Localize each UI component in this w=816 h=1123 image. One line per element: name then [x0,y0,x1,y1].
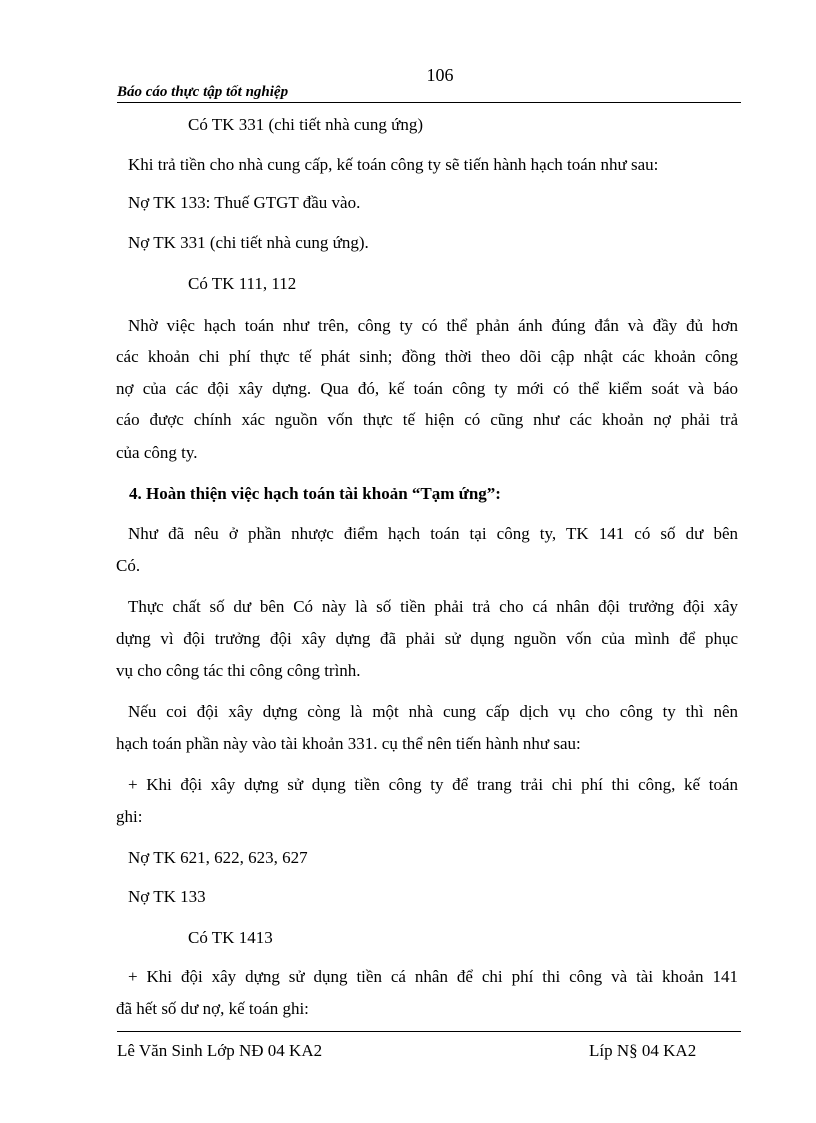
body-line-debit-331: Nợ TK 331 (chi tiết nhà cung ứng). [128,233,369,252]
paragraph-line: vụ cho công tác thi công công trình. [116,661,361,680]
page-number: 106 [426,65,454,85]
footer-class: Líp N§ 04 KA2 [589,1041,697,1060]
section-heading-wrapper [129,483,501,505]
paragraph-line: Thực chất số dư bên Có này là số tiền phải trả cho cá nhân đội trưởng đội xây [128,597,738,616]
paragraph-line: của công ty. [116,443,198,462]
body-line-credit-331: Có TK 331 (chi tiết nhà cung ứng) [188,115,424,134]
paragraph-line: nợ của các đội xây dựng. Qua đó, kế toán công ty mới có thể kiểm soát và báo [116,379,738,398]
paragraph-line: đã hết số dư nợ, kế toán ghi: [116,999,309,1018]
paragraph-line: Có. [116,556,141,575]
paragraph-line: ghi: [116,807,143,826]
paragraph-line: + Khi đội xây dựng sử dụng tiền cá nhân để chi phí thi công và tài khoản 141 [128,967,738,986]
footer-author: Lê Văn Sinh Lớp NĐ 04 KA2 [117,1041,323,1060]
paragraph-line: Nhờ việc hạch toán như trên, công ty có thể phản ánh đúng đắn và đầy đủ hơn [128,316,738,335]
paragraph-line: các khoản chi phí thực tế phát sinh; đồng thời theo dõi cập nhật các khoản công [116,347,738,366]
paragraph-line: + Khi đội xây dựng sử dụng tiền công ty để trang trải chi phí thi công, kế toán [128,775,738,794]
report-header-title: Báo cáo thực tập tốt nghiệp [117,84,289,100]
paragraph-line: cáo được chính xác nguồn vốn thực tế hiện có cũng như các khoản nợ phải trả [116,410,738,429]
section-heading: 4. Hoàn thiện việc hạch toán tài khoản “Tạm ứng”: [129,484,501,503]
paragraph-line: Như đã nêu ở phần nhược điểm hạch toán tại công ty, TK 141 có số dư bên [128,524,738,543]
paragraph-line: Nếu coi đội xây dựng còng là một nhà cung cấp dịch vụ cho công ty thì nên [128,702,738,721]
footer-divider [117,1031,741,1032]
body-line-debit-133: Nợ TK 133: Thuế GTGT đầu vào. [128,193,361,212]
body-line-credit-111-112: Có TK 111, 112 [188,274,297,293]
body-line-payment-intro: Khi trả tiền cho nhà cung cấp, kế toán công ty sẽ tiến hành hạch toán như sau: [128,155,659,174]
body-line-debit-133-b: Nợ TK 133 [128,887,206,906]
body-line-debit-621: Nợ TK 621, 622, 623, 627 [128,848,308,867]
body-line-credit-1413: Có TK 1413 [188,928,273,947]
paragraph-line: dựng vì đội trưởng đội xây dựng đã phải sử dụng nguồn vốn của mình để phục [116,629,738,648]
paragraph-line: hạch toán phần này vào tài khoản 331. cụ thể nên tiến hành như sau: [116,734,581,753]
header-divider [117,102,741,103]
